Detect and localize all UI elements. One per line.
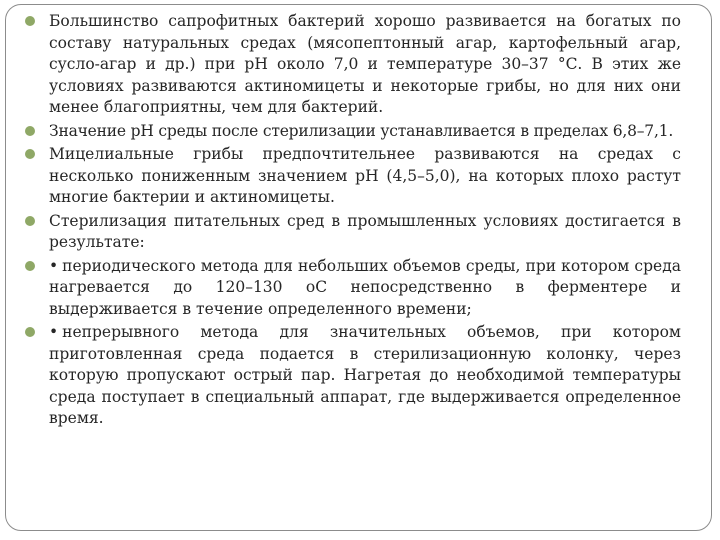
bullet-item [25, 322, 681, 430]
bullet-text: непрерывного метода для значительных объемов, при котором приготовленная среда подается в стерилизационную колонку, через которую пропускают острый пар. Нагретая до необходимой температуры среда поступает в специальный аппарат, где выдерживается определенное время. [49, 323, 681, 427]
circle-bullet-icon [25, 149, 35, 159]
bullet-item [25, 121, 681, 143]
bullet-item [25, 11, 681, 119]
bullet-item [25, 211, 681, 254]
bullet-text: Мицелиальные грибы предпочтительнее развиваются на средах с несколько пониженным значением рН (4,5–5,0), на которых плохо растут многие бактерии и актиномицеты. [49, 145, 681, 206]
slide-frame [5, 4, 712, 531]
circle-bullet-icon [25, 126, 35, 136]
inline-bullet-icon: • [49, 323, 59, 341]
bullet-item [25, 144, 681, 209]
circle-bullet-icon [25, 261, 35, 271]
inline-bullet-icon: • [49, 256, 59, 275]
circle-bullet-icon [25, 327, 35, 337]
bullet-text: Значение рН среды после стерилизации устанавливается в пределах 6,8–7,1. [49, 121, 674, 140]
bullet-list [25, 11, 681, 430]
bullet-text: Большинство сапрофитных бактерий хорошо развивается на богатых по составу натуральных средах (мясопептонный агар, картофельный агар, сусло-агар и др.) при рН около 7,0 и температуре 30–37 °С. В этих же условиях развиваются актиномицеты и некоторые грибы, но для них они менее благоприятны, чем для бактерий. [49, 12, 681, 116]
bullet-item [25, 256, 681, 321]
circle-bullet-icon [25, 16, 35, 26]
bullet-text: периодического метода для небольших объемов среды, при котором среда нагревается до 120–130 оС непосредственно в ферментере и выдерживается в течение определенного времени; [49, 256, 681, 318]
circle-bullet-icon [25, 216, 35, 226]
bullet-text: Стерилизация питательных сред в промышленных условиях достигается в результате: [49, 211, 681, 251]
